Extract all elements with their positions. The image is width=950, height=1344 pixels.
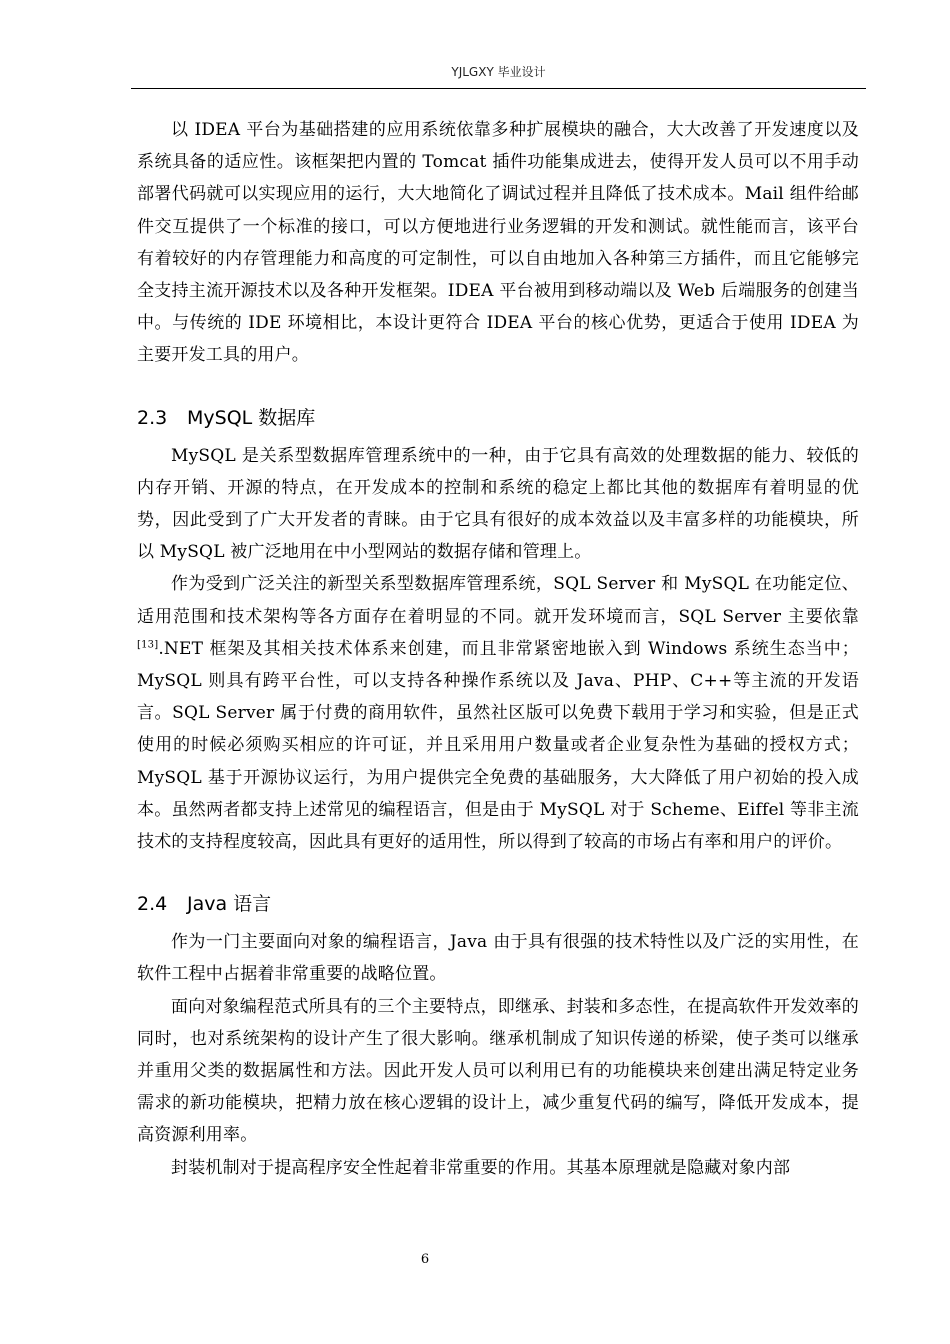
running-header	[131, 60, 866, 89]
section-heading-2-4	[137, 888, 859, 920]
paragraph-oop-features: 面向对象编程范式所具有的三个主要特点，即继承、封装和多态性，在提高软件开发效率的同时，也对系统架构的设计产生了很大影响。继承机制成了知识传递的桥梁，使子类可以继承并重用父类的数据属性和方法。因此开发人员可以利用已有的功能模块来创建出满足特定业务需求的新功能模块，把精力放在核心逻辑的设计上，减少重复代码的编写，降低开发成本，提高资源利用率。	[137, 996, 859, 1146]
section-number: 2.3	[137, 406, 168, 429]
section-title: MySQL 数据库	[187, 406, 316, 429]
section-heading-2-3	[137, 402, 859, 434]
paragraph-java-intro: 作为一门主要面向对象的编程语言，Java 由于具有很强的技术特性以及广泛的实用性，在软件工程中占据着非常重要的战略位置。	[137, 932, 859, 985]
document-body	[137, 114, 859, 1184]
paragraph-idea-platform: 以 IDEA 平台为基础搭建的应用系统依靠多种扩展模块的融合，大大改善了开发速度以及系统具备的适应性。该框架把内置的 Tomcat 插件功能集成进去，使得开发人员可以不用手动部署代码就可以实现应用的运行，大大地简化了调试过程并且降低了技术成本。Mail 组件给邮件交互提供了一个标准的接口，可以方便地进行业务逻辑的开发和测试。就性能而言，该平台有着较好的内存管理能力和高度的可定制性，可以自由地加入各种第三方插件，而且它能够完全支持主流开源技术以及各种开发框架。IDEA 平台被用到移动端以及 Web 后端服务的创建当中。与传统的 IDE 环境相比，本设计更符合 IDEA 平台的核心优势，更适合于使用 IDEA 为主要开发工具的用户。	[137, 120, 859, 366]
section-number: 2.4	[137, 893, 168, 916]
paragraph-text-part: 作为受到广泛关注的新型关系型数据库管理系统，SQL Server 和 MySQL 在功能定位、适用范围和技术架构等各方面存在着明显的不同。就开发环境而言，SQL Server 主要依靠	[137, 574, 859, 627]
section-title: Java 语言	[187, 893, 272, 916]
paragraph-mysql-intro: MySQL 是关系型数据库管理系统中的一种，由于它具有高效的处理数据的能力、较低的内存开销、开源的特点，在开发成本的控制和系统的稳定上都比其他的数据库有着明显的优势，因此受到了广大开发者的青睐。由于它具有很好的成本效益以及丰富多样的功能模块，所以 MySQL 被广泛地用在中小型网站的数据存储和管理上。	[137, 445, 859, 563]
citation-reference: [13]	[137, 639, 159, 651]
paragraph-encapsulation: 封装机制对于提高程序安全性起着非常重要的作用。其基本原理就是隐藏对象内部	[171, 1157, 791, 1178]
page-number	[0, 1252, 950, 1268]
page-number-text: 6	[420, 1252, 430, 1267]
paragraph-text-part: .NET 框架及其相关技术体系来创建，而且非常紧密地嵌入到 Windows 系统生态当中；MySQL 则具有跨平台性，可以支持各种操作系统以及 Java、PHP、C++等主流的开发语言。SQL Server 属于付费的商用软件，虽然社区版可以免费下载用于学习和实验，但是正式使用的时候必须购买相应的许可证，并且采用用户数量或者企业复杂性为基础的授权方式；MySQL 基于开源协议运行，为用户提供完全免费的基础服务，大大降低了用户初始的投入成本。虽然两者都支持上述常见的编程语言，但是由于 MySQL 对于 Scheme、Eiffel 等非主流技术的支持程度较高，因此具有更好的适用性，所以得到了较高的市场占有率和用户的评价。	[137, 638, 859, 853]
header-title: YJLGXY 毕业设计	[451, 65, 546, 79]
paragraph-sqlserver-vs-mysql	[137, 568, 859, 858]
